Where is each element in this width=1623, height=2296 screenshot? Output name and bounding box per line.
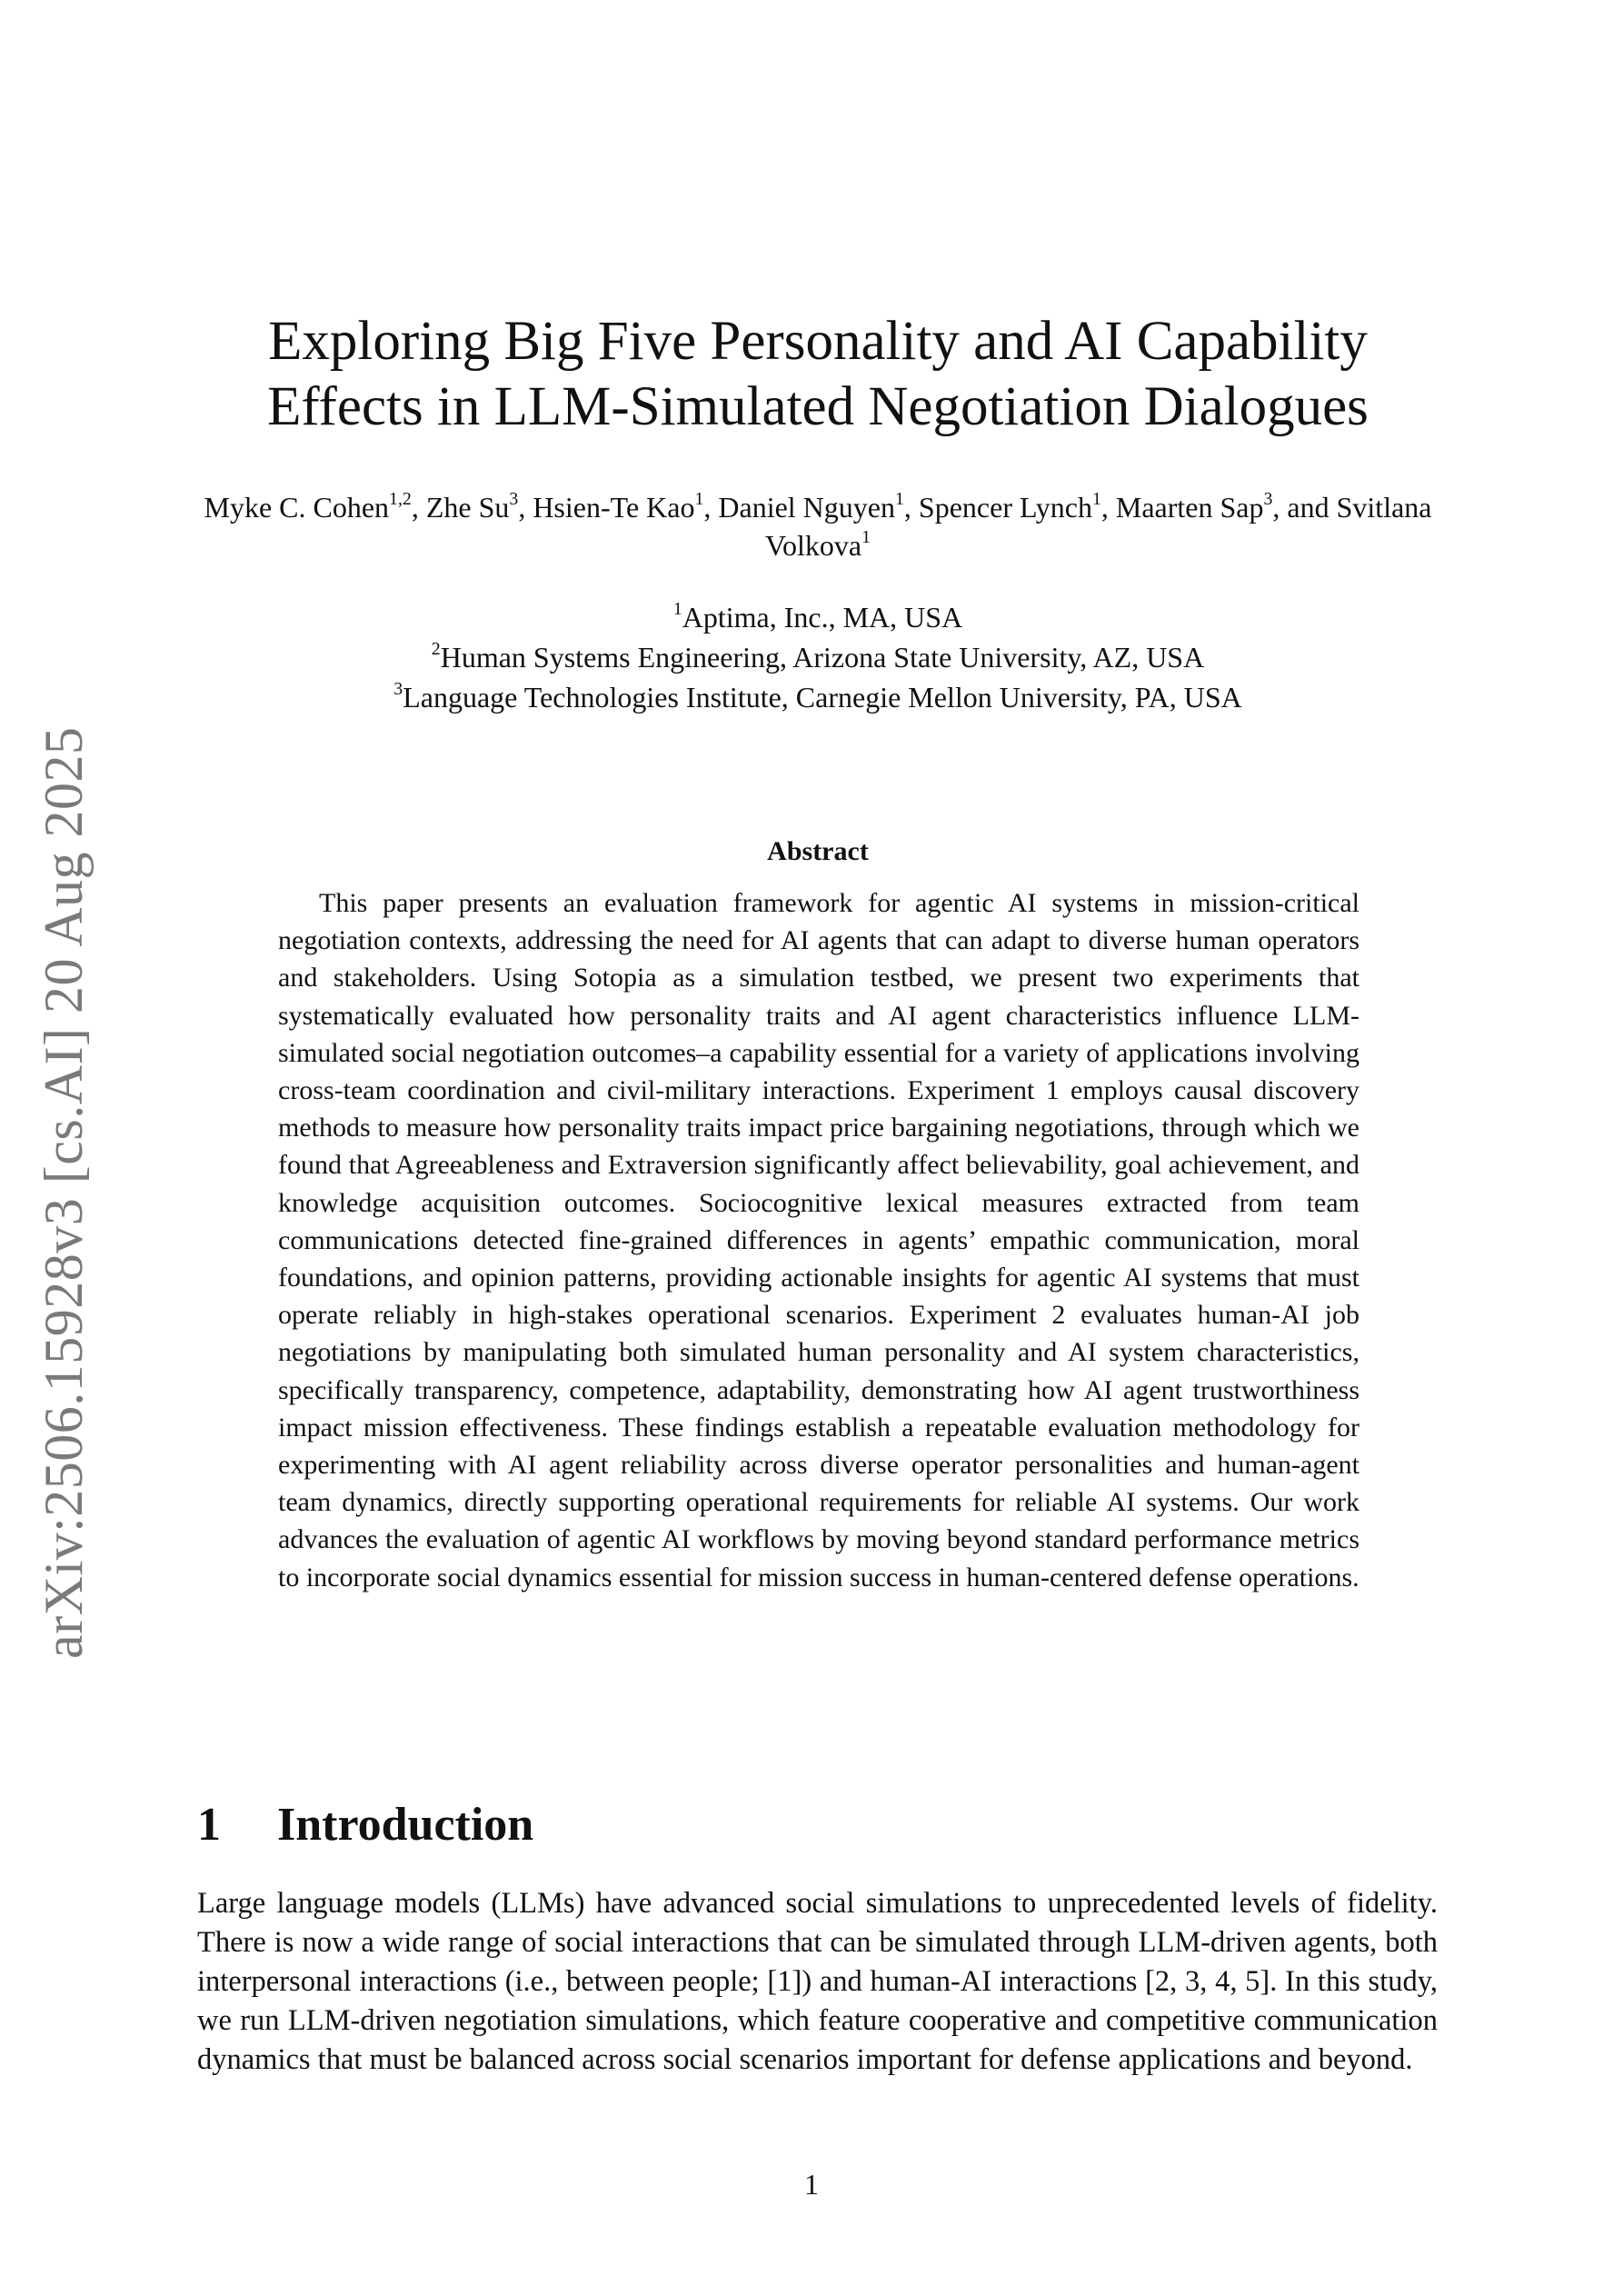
section-title: Introduction: [277, 1799, 534, 1851]
author: Svitlana Volkova$^1$: [765, 491, 1432, 562]
abstract-heading: Abstract: [767, 836, 869, 866]
page-number: 1: [804, 2168, 819, 2201]
author: Zhe Su$^3$: [425, 489, 519, 524]
affiliation-list: [182, 597, 1454, 717]
affiliation: $^1$Aptima, Inc., MA, USA: [672, 599, 963, 634]
section-number: 1: [197, 1799, 221, 1851]
introduction-paragraph: Large language models (LLMs) have advanced social simulations to unprecedented levels of fidelity. There is now a wide range of social interactions that can be simulated through LLM-driven agents, both interpersonal interactions (i.e., between people; [1]) and human-AI interactions [2, 3, 4, 5]. In this study, we run LLM-driven negotiation simulations, which feature cooperative and competitive communication dynamics that must be balanced across social scenarios important for defense applications and beyond.: [197, 1887, 1438, 2076]
author: Daniel Nguyen$^1$: [718, 489, 904, 524]
section-heading-introduction: [197, 1798, 1106, 1852]
title-line-2: Effects in LLM-Simulated Negotiation Dialogues: [267, 376, 1369, 437]
affiliation: $^2$Human Systems Engineering, Arizona State University, AZ, USA: [431, 639, 1205, 674]
author: Myke C. Cohen$^{1,2}$: [204, 489, 412, 524]
affiliation: $^3$Language Technologies Institute, Carnegie Mellon University, PA, USA: [393, 679, 1242, 714]
arxiv-identifier-stamp: arXiv:2506.15928v3 [cs.AI] 20 Aug 2025: [34, 726, 94, 1659]
author-list: Myke C. Cohen$^{1,2}$, Zhe Su$^3$, Hsien-Te Kao$^1$, Daniel Nguyen$^1$, Spencer Lynch$^1$, Maarten Sap$^3$, and Svitlana Volkova$^1$: [204, 489, 1432, 562]
author: Maarten Sap$^3$: [1115, 489, 1273, 524]
author: Spencer Lynch$^1$: [918, 489, 1101, 524]
title-line-1: Exploring Big Five Personality and AI Capability: [268, 311, 1368, 372]
abstract-paragraph: This paper presents an evaluation framework for agentic AI systems in mission-critical negotiation contexts, addressing the need for AI agents that can adapt to diverse human operators and stakeholders. Using Sotopia as a simulation testbed, we present two experiments that systematically evaluated how personality traits and AI agent characteristics influence LLM-simulated social negotiation outcomes–a capability essential for a variety of applications involving cross-team coordination and civil-military interactions. Experiment 1 employs causal discovery methods to measure how personality traits impact price bargaining negotiations, through which we found that Agreeableness and Extraversion significantly affect believability, goal achievement, and knowledge acquisition outcomes. Sociocognitive lexical measures extracted from team communications detected fine-grained differences in agents’ empathic communication, moral foundations, and opinion patterns, providing actionable insights for agentic AI systems that must operate reliably in high-stakes operational scenarios. Experiment 2 evaluates human-AI job negotiations by manipulating both simulated human personality and AI system characteristics, specifically transparency, competence, adaptability, demonstrating how AI agent trustworthiness impact mission effectiveness. These findings establish a repeatable evaluation methodology for experimenting with AI agent reliability across diverse operator personalities and human-agent team dynamics, directly supporting operational requirements for reliable AI systems. Our work advances the evaluation of agentic AI workflows by moving beyond standard performance metrics to incorporate social dynamics essential for mission success in human-centered defense operations.: [278, 888, 1359, 1592]
paper-title: [182, 309, 1454, 440]
author: Hsien-Te Kao$^1$: [533, 489, 704, 524]
